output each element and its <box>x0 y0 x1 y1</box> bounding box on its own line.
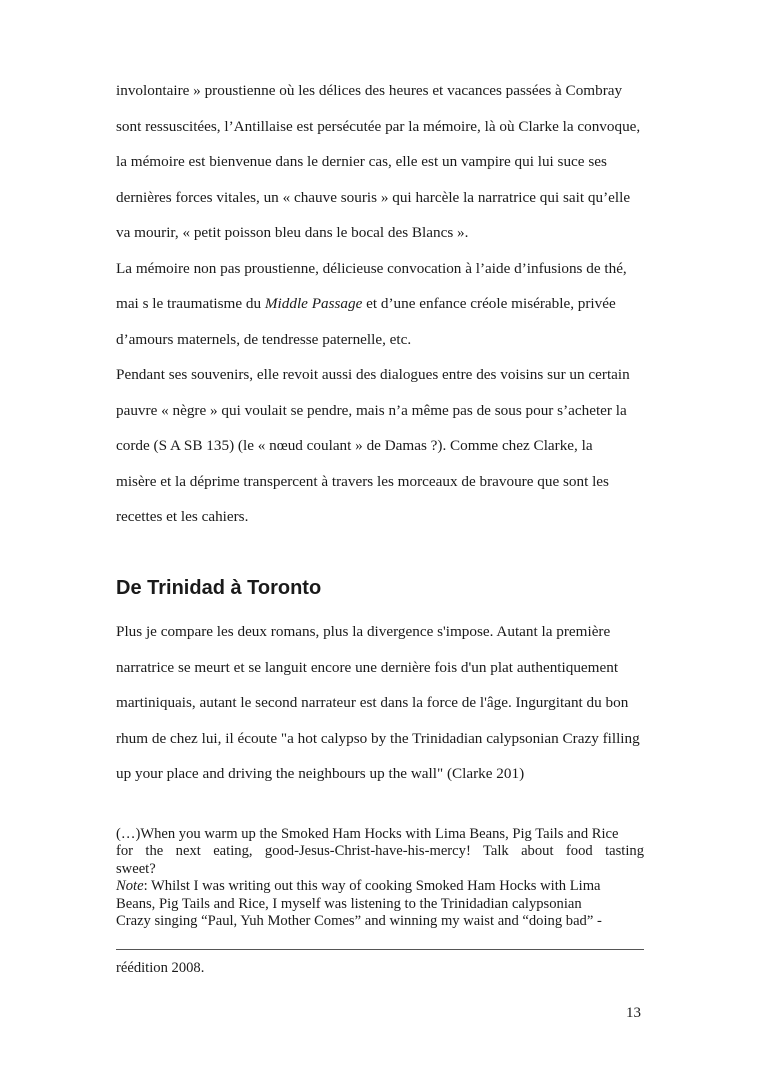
note-label: Note <box>116 878 144 895</box>
text-line: Plus je compare les deux romans, plus la divergence s'impose. Autant la première <box>116 623 611 640</box>
text-line: involontaire » proustienne où les délices des heures et vacances passées à Combray <box>116 82 623 99</box>
paragraph-block-1 <box>116 73 646 535</box>
text-line: la mémoire est bienvenue dans le dernier cas, elle est un vampire qui lui suce ses <box>116 153 607 170</box>
text-line: narratrice se meurt et se languit encore une dernière fois d'un plat authentiquement <box>116 658 619 676</box>
quote-line: sweet? <box>116 860 156 877</box>
text-segment: et d’une enfance créole misérable, privée <box>362 295 616 312</box>
paragraph-block-2 <box>116 614 646 792</box>
text-line <box>116 286 646 322</box>
block-quote <box>116 826 644 930</box>
quote-note-line <box>116 878 644 895</box>
footnote-text: réédition 2008. <box>116 960 205 976</box>
text-segment: mai s le traumatisme du <box>116 295 265 312</box>
footnote-separator <box>116 949 644 950</box>
text-line: misère et la déprime transpercent à travers les morceaux de bravoure que sont les <box>116 472 609 490</box>
text-line: martiniquais, autant le second narrateur est dans la force de l'âge. Ingurgitant du bon <box>116 694 629 711</box>
quote-line: Crazy singing “Paul, Yuh Mother Comes” and winning my waist and “doing bad” - <box>116 913 602 930</box>
text-line: rhum de chez lui, il écoute "a hot calypso by the Trinidadian calypsonian Crazy filling <box>116 729 640 747</box>
text-line: d’amours maternels, de tendresse paternelle, etc. <box>116 330 412 348</box>
text-line: recettes et les cahiers. <box>116 508 249 525</box>
quote-line: Beans, Pig Tails and Rice, I myself was listening to the Trinidadian calypsonian <box>116 895 582 912</box>
text-line: La mémoire non pas proustienne, délicieuse convocation à l’aide d’infusions de thé, <box>116 259 627 277</box>
text-line: va mourir, « petit poisson bleu dans le bocal des Blancs ». <box>116 224 469 241</box>
text-line: up your place and driving the neighbours up the wall" (Clarke 201) <box>116 765 525 782</box>
text-line: Pendant ses souvenirs, elle revoit aussi des dialogues entre des voisins sur un certain <box>116 366 630 383</box>
quote-line: (…)When you warm up the Smoked Ham Hocks with Lima Beans, Pig Tails and Rice <box>116 826 619 842</box>
text-segment: : Whilst I was writing out this way of cooking Smoked Ham Hocks with Lima <box>143 878 601 895</box>
italic-title: Middle Passage <box>264 295 363 312</box>
text-line: pauvre « nègre » qui voulait se pendre, mais n’a même pas de sous pour s’acheter la <box>116 401 627 419</box>
text-line: dernières forces vitales, un « chauve souris » qui harcèle la narratrice qui sait qu’elle <box>116 188 631 206</box>
quote-line: for the next eating, good-Jesus-Christ-have-his-mercy! Talk about food tasting <box>116 843 644 860</box>
section-heading: De Trinidad à Toronto <box>116 577 322 599</box>
text-line: corde (S A SB 135) (le « nœud coulant » de Damas ?). Comme chez Clarke, la <box>116 437 593 454</box>
text-line: sont ressuscitées, l’Antillaise est persécutée par la mémoire, là où Clarke la convoque, <box>116 117 641 135</box>
page-number: 13 <box>626 1005 641 1021</box>
